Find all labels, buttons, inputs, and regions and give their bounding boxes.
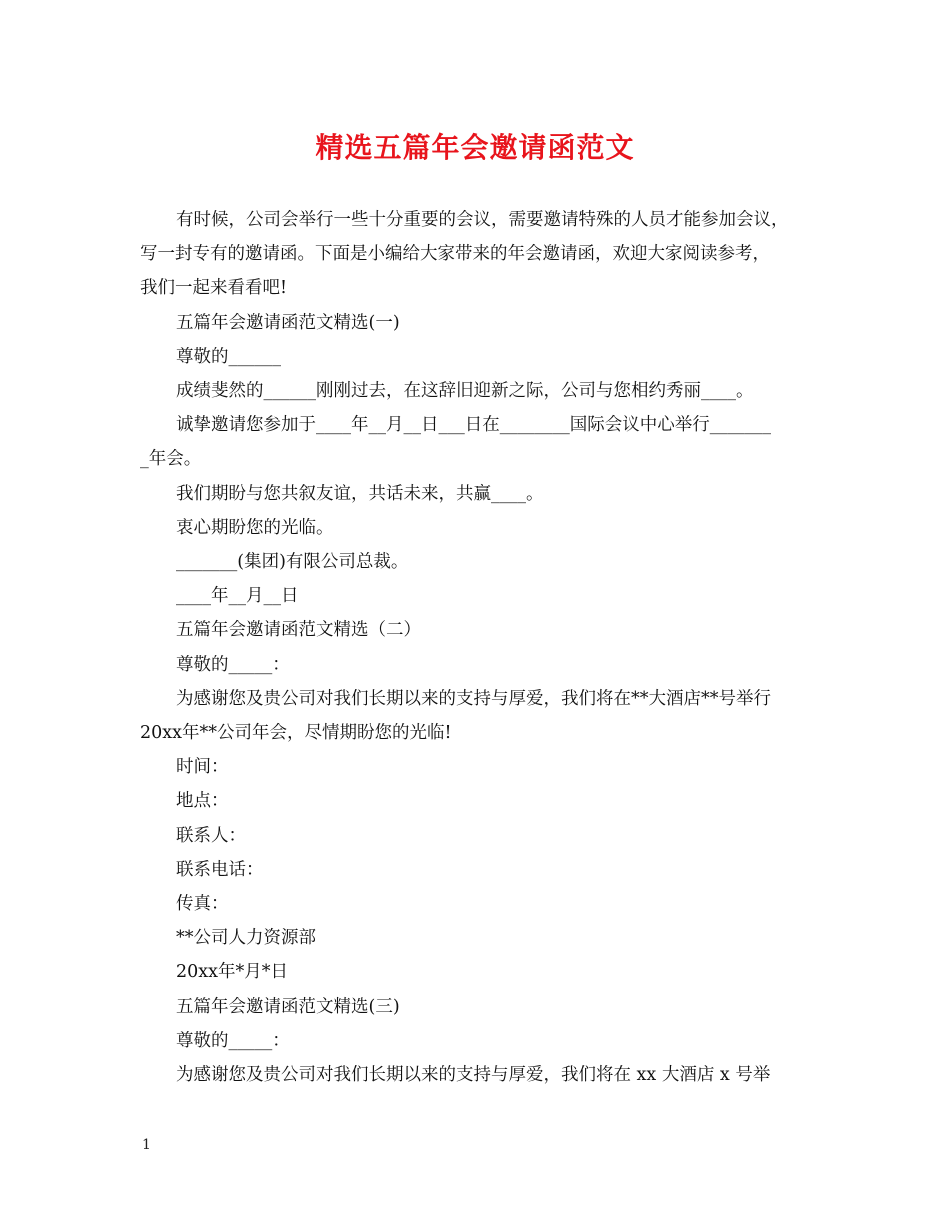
section-heading: 五篇年会邀请函范文精选（二） xyxy=(176,620,421,641)
paragraph: 有时候，公司会举行一些十分重要的会议，需要邀请特殊的人员才能参加会议， xyxy=(176,210,789,230)
paragraph: 成绩斐然的______刚刚过去，在这辞旧迎新之际，公司与您相约秀丽____。 xyxy=(176,381,754,402)
paragraph: _年会。 xyxy=(140,449,202,470)
info-line-time: 时间： xyxy=(176,757,229,778)
info-line-fax: 传真： xyxy=(176,894,229,915)
signature-line: _______(集团)有限公司总裁。 xyxy=(176,552,409,573)
salutation: 尊敬的_____： xyxy=(176,1030,290,1051)
signature-line: **公司人力资源部 xyxy=(176,928,316,949)
salutation: 尊敬的______ xyxy=(176,346,281,367)
section-heading: 五篇年会邀请函范文精选(三) xyxy=(176,996,400,1017)
paragraph: 我们期盼与您共叙友谊，共话未来，共赢____。 xyxy=(176,483,544,504)
paragraph: 衷心期盼您的光临。 xyxy=(176,517,334,538)
paragraph: 我们一起来看看吧! xyxy=(140,278,288,299)
paragraph: 20xx年**公司年会，尽情期盼您的光临! xyxy=(140,723,452,744)
document-body xyxy=(140,203,820,1092)
info-line-contact: 联系人： xyxy=(176,825,246,846)
paragraph: 为感谢您及贵公司对我们长期以来的支持与厚爱，我们将在**大酒店**号举行 xyxy=(176,688,771,709)
date-line: 20xx年*月*日 xyxy=(176,962,289,983)
date-line: ____年__月__日 xyxy=(176,586,299,607)
document-title: 精选五篇年会邀请函范文 xyxy=(315,131,635,164)
info-line-location: 地点： xyxy=(176,791,229,812)
salutation: 尊敬的_____： xyxy=(176,654,290,675)
page-number: 1 xyxy=(142,1137,151,1153)
info-line-phone: 联系电话： xyxy=(176,859,264,880)
section-heading: 五篇年会邀请函范文精选(一) xyxy=(176,312,400,333)
paragraph: 诚挚邀请您参加于____年__月__日___日在________国际会议中心举行_______ xyxy=(176,415,771,436)
paragraph: 为感谢您及贵公司对我们长期以来的支持与厚爱，我们将在 xx 大酒店 x 号举 xyxy=(176,1065,771,1086)
paragraph: 写一封专有的邀请函。下面是小编给大家带来的年会邀请函，欢迎大家阅读参考， xyxy=(140,244,770,265)
